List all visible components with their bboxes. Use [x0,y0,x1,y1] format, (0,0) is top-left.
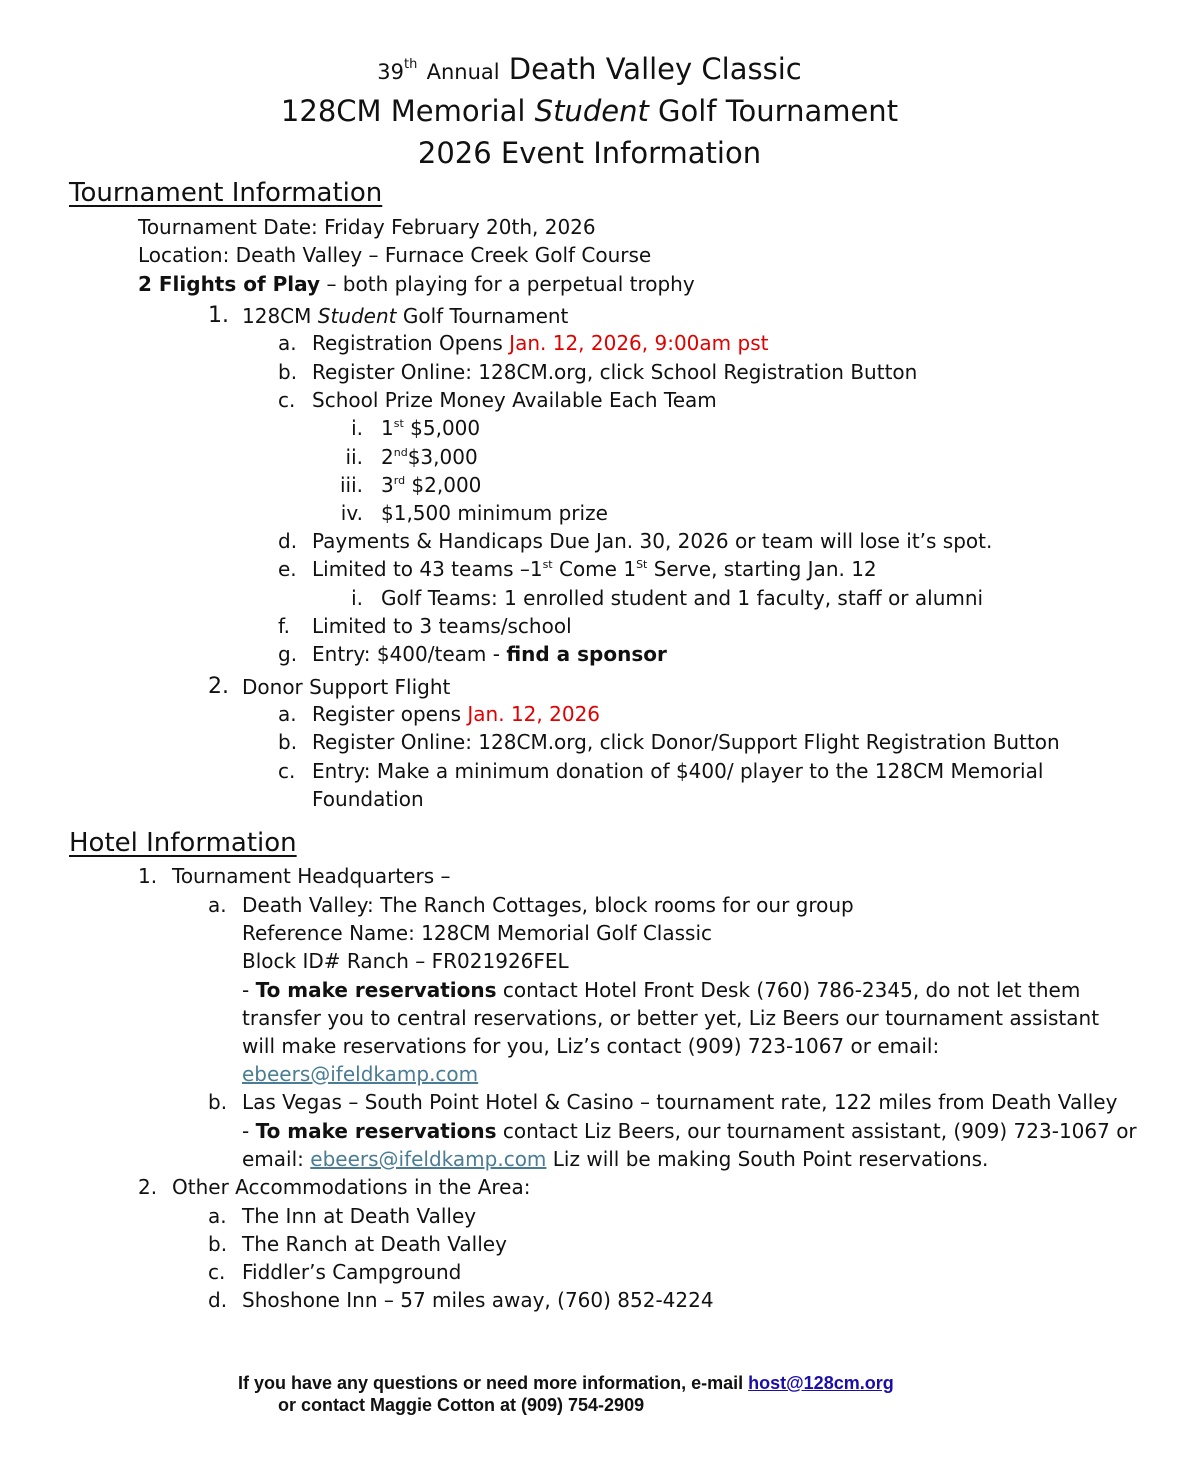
list-marker: c. [278,388,296,412]
title-line-2-b: Golf Tournament [658,94,899,128]
south-point-note: Liz will be making South Point reservations. [546,1147,989,1171]
entry-fee [312,642,667,666]
prize-3rd-value: $2,000 [411,473,482,497]
list-marker: 1. [138,864,158,888]
list-marker: i. [351,586,363,610]
accommodation-item: Fiddler’s Campground [242,1260,462,1284]
donor-register-opens-date: Jan. 12, 2026 [467,702,601,726]
flight-1-label [242,304,568,328]
flight-1-label-italic: Student [317,304,397,328]
registration-opens-date: Jan. 12, 2026, 9:00am pst [509,331,769,355]
register-online-donor: Register Online: 128CM.org, click Donor/Support Flight Registration Button [312,730,1060,754]
list-marker: a. [208,1204,227,1228]
prize-3rd-sup: rd [393,474,406,487]
to-make-reservations: To make reservations [255,978,497,1002]
block-id: Block ID# Ranch – FR021926FEL [242,949,569,973]
south-point: Las Vegas – South Point Hotel & Casino – tournament rate, 122 miles from Death Valley [242,1090,1118,1114]
list-marker: iii. [339,473,363,497]
title-year-suffix: th [404,57,418,72]
donor-entry-line-2: Foundation [312,787,424,811]
title-classic: Death Valley Classic [508,52,802,86]
prize-minimum: $1,500 minimum prize [381,501,608,525]
list-marker: d. [208,1288,228,1312]
list-marker: c. [208,1260,226,1284]
golf-teams-composition: Golf Teams: 1 enrolled student and 1 faculty, staff or alumni [381,586,984,610]
tournament-headquarters: Tournament Headquarters – [172,864,451,888]
accommodation-item: The Inn at Death Valley [242,1204,477,1228]
list-marker: b. [208,1090,228,1114]
limited-teams-a: Limited to 43 teams –1 [312,557,543,581]
footer-line-2: or contact Maggie Cotton at (909) 754-2909 [278,1395,645,1415]
prize-2nd-sup: nd [393,446,408,459]
reference-name: Reference Name: 128CM Memorial Golf Classic [242,921,713,945]
flight-2-number: 2. [208,674,229,699]
footer-line-1-text: If you have any questions or need more information, e-mail [238,1373,744,1393]
flights-of-play [138,272,695,296]
teams-per-school: Limited to 3 teams/school [312,614,572,638]
south-point-reservations-rest: contact Liz Beers, our tournament assistant, (909) 723-1067 or [502,1119,1137,1143]
email-link-ebeers[interactable]: ebeers@ifeldkamp.com [310,1147,547,1171]
find-sponsor: find a sponsor [506,642,667,666]
prize-1st [381,416,480,440]
footer-line-1 [238,1373,894,1395]
tournament-heading: Tournament Information [69,178,383,208]
list-marker: b. [278,730,298,754]
prize-1st-sup: st [393,417,404,430]
to-make-reservations: To make reservations [255,1119,497,1143]
flights-rest: – both playing for a perpetual trophy [326,272,695,296]
list-marker: a. [278,702,297,726]
registration-opens [312,331,768,355]
list-marker: e. [278,557,297,581]
list-marker: 2. [138,1175,158,1199]
title-line-3: 2026 Event Information [417,136,762,170]
email-link-ebeers[interactable]: ebeers@ifeldkamp.com [242,1062,479,1086]
entry-fee-text: Entry: $400/team - [312,642,500,666]
list-marker: a. [208,893,227,917]
title-line-2 [0,94,1179,129]
ranch-reservations-line-2: transfer you to central reservations, or better yet, Liz Beers our tournament assistant [242,1006,1100,1030]
accommodation-item: The Ranch at Death Valley [242,1232,507,1256]
register-online-school: Register Online: 128CM.org, click School Registration Button [312,360,918,384]
ranch-cottages: Death Valley: The Ranch Cottages, block rooms for our group [242,893,854,917]
list-marker: b. [208,1232,228,1256]
list-marker: d. [278,529,298,553]
list-marker: ii. [345,445,363,469]
registration-opens-text: Registration Opens [312,331,503,355]
south-point-reservations-line-1 [242,1119,1137,1143]
prize-3rd-num: 3 [381,473,394,497]
flight-1-label-b: Golf Tournament [402,304,569,328]
prize-2nd-value: $3,000 [407,445,478,469]
school-prize-money: School Prize Money Available Each Team [312,388,717,412]
title-line-2-a: 128CM Memorial [280,94,526,128]
flight-2-label: Donor Support Flight [242,675,451,699]
limited-teams-b: Come 1 [552,557,637,581]
list-marker: i. [351,416,363,440]
ranch-reservations-line-1 [242,978,1080,1002]
prize-1st-value: $5,000 [410,416,481,440]
email-label: email: [242,1147,304,1171]
accommodation-item: Shoshone Inn – 57 miles away, (760) 852-4224 [242,1288,714,1312]
ranch-reservations-rest: contact Hotel Front Desk (760) 786-2345, do not let them [502,978,1081,1002]
donor-entry-line-1: Entry: Make a minimum donation of $400/ player to the 128CM Memorial [312,759,1044,783]
prize-3rd [381,473,481,497]
title-annual: Annual [426,60,500,84]
flights-bold: 2 Flights of Play [138,272,321,296]
list-marker: c. [278,759,296,783]
dash: - [242,978,250,1002]
title-year-num: 39 [377,60,405,84]
payments-due: Payments & Handicaps Due Jan. 30, 2026 or team will lose it’s spot. [312,529,993,553]
limited-teams-sup2: St [636,558,648,571]
other-accommodations: Other Accommodations in the Area: [172,1175,531,1199]
prize-2nd [381,445,478,469]
south-point-reservations-line-2 [242,1147,988,1171]
donor-register-opens [312,702,600,726]
donor-register-opens-text: Register opens [312,702,462,726]
prize-2nd-num: 2 [381,445,394,469]
flight-1-label-a: 128CM [242,304,312,328]
list-marker: g. [278,642,298,666]
list-marker: b. [278,360,298,384]
dash: - [242,1119,250,1143]
title-line-2-italic: Student [534,94,649,128]
footer-email-link[interactable]: host@128cm.org [748,1373,894,1393]
prize-1st-num: 1 [381,416,394,440]
list-marker: iv. [340,501,363,525]
limited-teams-sup1: st [542,558,553,571]
hotel-heading: Hotel Information [69,828,297,858]
limited-teams [312,557,877,581]
list-marker: f. [278,614,290,638]
limited-teams-c: Serve, starting Jan. 12 [647,557,877,581]
title-line-1 [0,52,1179,87]
ranch-reservations-line-3: will make reservations for you, Liz’s contact (909) 723-1067 or email: [242,1034,940,1058]
list-marker: a. [278,331,297,355]
flight-1-number: 1. [208,303,229,328]
tournament-location: Location: Death Valley – Furnace Creek Golf Course [138,243,652,267]
tournament-date: Tournament Date: Friday February 20th, 2026 [138,215,596,239]
